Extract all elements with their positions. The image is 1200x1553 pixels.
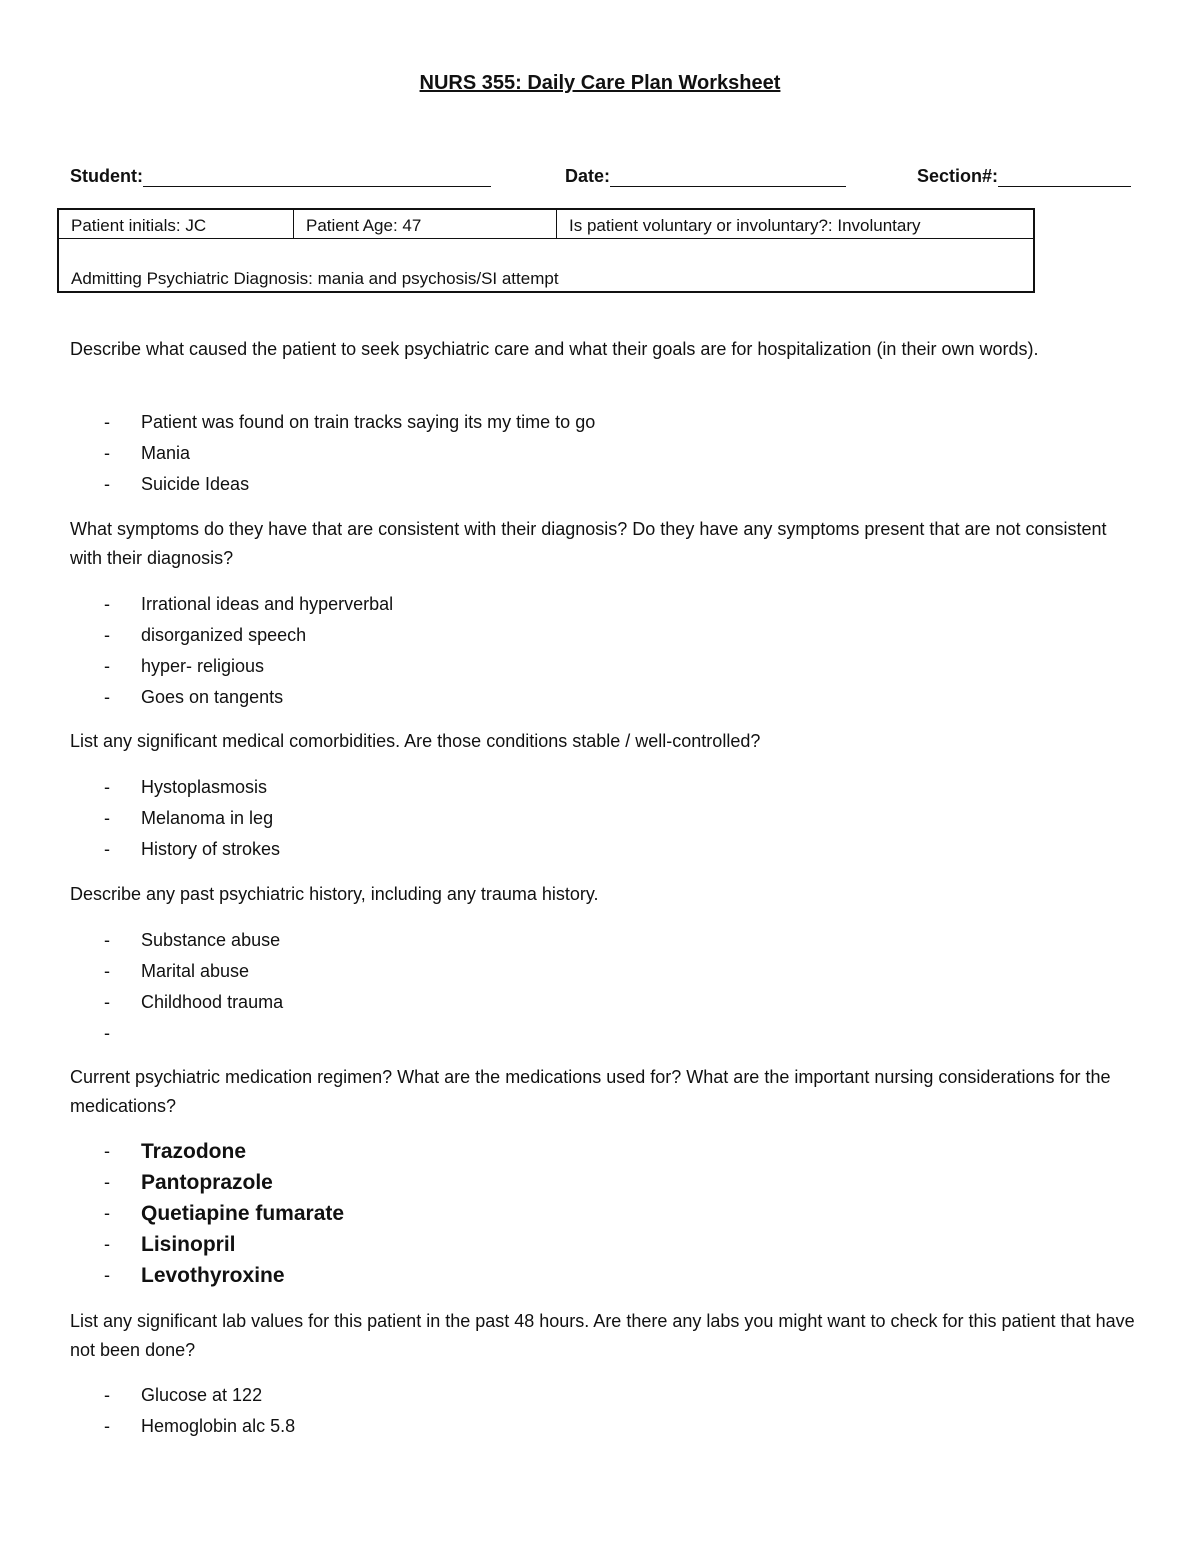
worksheet-title: NURS 355: Daily Care Plan Worksheet bbox=[419, 72, 781, 94]
question-medications: Current psychiatric medication regimen? What are the medications used for? What are the important nursing considerations for the medications? bbox=[70, 1067, 1111, 1116]
section-label: Section#: bbox=[917, 166, 999, 186]
list-item: - Hystoplasmosis bbox=[104, 777, 268, 797]
list-item: - Suicide Ideas bbox=[104, 474, 250, 494]
date-label: Date: bbox=[565, 166, 611, 186]
list-item: - hyper- religious bbox=[104, 656, 265, 676]
date-field bbox=[565, 166, 846, 187]
section-input-line[interactable] bbox=[998, 168, 1131, 187]
list-item: - Hemoglobin alc 5.8 bbox=[104, 1416, 296, 1436]
list-item: - Childhood trauma bbox=[104, 992, 284, 1012]
diagnosis-cell: Admitting Psychiatric Diagnosis: mania and psychosis/SI attempt bbox=[58, 239, 1034, 293]
answers-symptoms bbox=[70, 589, 1140, 713]
student-field bbox=[70, 166, 491, 187]
list-item: - Quetiapine fumarate bbox=[104, 1202, 345, 1225]
list-item: - Marital abuse bbox=[104, 961, 250, 981]
student-label: Student: bbox=[70, 166, 143, 186]
question-psych-history: Describe any past psychiatric history, including any trauma history. bbox=[70, 884, 599, 904]
list-item: - disorganized speech bbox=[104, 625, 307, 645]
answers-lab-values bbox=[70, 1380, 1140, 1442]
patient-age-cell: Patient Age: 47 bbox=[294, 209, 557, 239]
question-comorbidities: List any significant medical comorbidities. Are those conditions stable / well-controlled? bbox=[70, 731, 761, 751]
question-reason-for-care: Describe what caused the patient to seek psychiatric care and what their goals are for hospitalization (in their own words). bbox=[70, 339, 1039, 359]
list-item: - Mania bbox=[104, 443, 191, 463]
date-input-line[interactable] bbox=[610, 168, 846, 187]
list-item: - Lisinopril bbox=[104, 1233, 236, 1256]
answers-medications bbox=[70, 1136, 1140, 1291]
voluntary-status-cell: Is patient voluntary or involuntary?: Involuntary bbox=[557, 209, 1035, 239]
section-field bbox=[917, 166, 1131, 187]
patient-info-table bbox=[57, 208, 1035, 293]
list-item: - bbox=[104, 1023, 110, 1043]
patient-initials-cell: Patient initials: JC bbox=[58, 209, 294, 239]
list-item: - Irrational ideas and hyperverbal bbox=[104, 594, 394, 614]
list-item: - Pantoprazole bbox=[104, 1171, 273, 1194]
answers-psych-history bbox=[70, 925, 1140, 1049]
list-item: - Glucose at 122 bbox=[104, 1385, 263, 1405]
list-item: - Substance abuse bbox=[104, 930, 281, 950]
list-item: - Melanoma in leg bbox=[104, 808, 274, 828]
list-item: - Levothyroxine bbox=[104, 1264, 285, 1287]
answers-reason-for-care bbox=[70, 407, 1140, 500]
list-item: - Goes on tangents bbox=[104, 687, 284, 707]
list-item: - History of strokes bbox=[104, 839, 281, 859]
list-item: - Trazodone bbox=[104, 1140, 247, 1163]
question-symptoms: What symptoms do they have that are consistent with their diagnosis? Do they have any symptoms present that are not consistent with their diagnosis? bbox=[70, 519, 1107, 568]
answers-comorbidities bbox=[70, 772, 1140, 865]
student-input-line[interactable] bbox=[143, 168, 491, 187]
question-lab-values: List any significant lab values for this patient in the past 48 hours. Are there any labs you might want to check for this patient that have not been done? bbox=[70, 1311, 1135, 1360]
list-item: - Patient was found on train tracks saying its my time to go bbox=[104, 412, 596, 432]
